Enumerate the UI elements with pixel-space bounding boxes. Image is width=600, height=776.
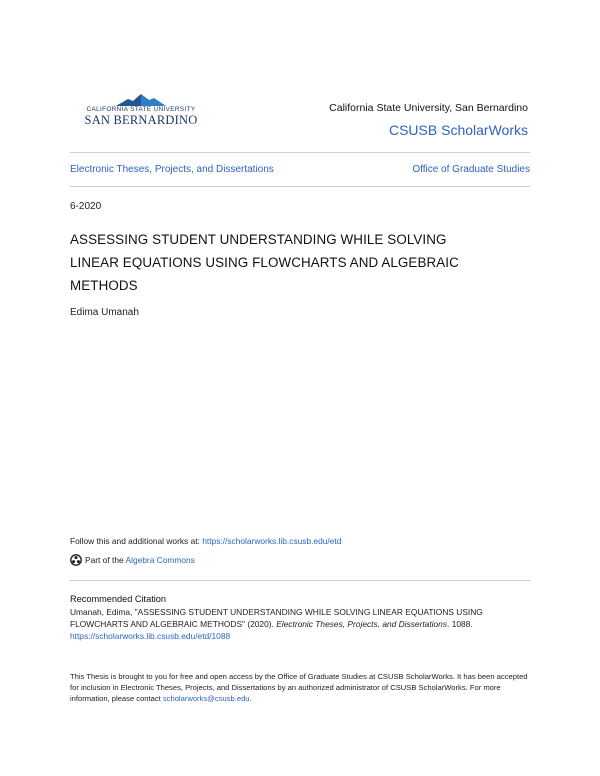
algebra-commons-link[interactable]: Algebra Commons [125,555,195,565]
part-of-prefix: Part of the [85,555,126,565]
citation-body: Umanah, Edima, "ASSESSING STUDENT UNDERSTANDING WHILE SOLVING LINEAR EQUATIONS USING FLOWCHARTS AND ALGEBRAIC METHODS" (2020). [70,607,483,629]
csusb-logo [80,93,202,129]
follow-url-link[interactable]: https://scholarworks.lib.csusb.edu/etd [202,536,342,546]
mountain-logo-icon [116,93,166,107]
follow-prefix: Follow this and additional works at: [70,536,203,546]
follow-line [70,536,341,546]
document-title: ASSESSING STUDENT UNDERSTANDING WHILE SOLVING LINEAR EQUATIONS USING FLOWCHARTS AND ALGEBRAIC METHODS [70,232,459,293]
logo-campus-line: SAN BERNARDINO [84,113,198,127]
collection-link[interactable]: Electronic Theses, Projects, and Dissertations [70,164,274,175]
citation-url-link[interactable]: https://scholarworks.lib.csusb.edu/etd/1088 [70,631,231,641]
citation-number: . 1088. [447,619,473,629]
divider [70,186,530,187]
notice-suffix: . [249,694,252,703]
author-name: Edima Umanah [70,307,139,318]
commons-network-icon [70,554,82,566]
publication-date: 6-2020 [70,201,102,212]
notice-text: This Thesis is brought to you for free and open access by the Office of Graduate Studies at CSUSB ScholarWorks. It has been accepted for inclusion in Electronic Theses, Projects, and Dissertations by an authorized administrator of CSUSB ScholarWorks. For more information, please contact [70,672,528,703]
part-of-line [70,554,195,566]
logo-university-line: CALIFORNIA STATE UNIVERSITY [86,106,196,113]
office-link[interactable]: Office of Graduate Studies [412,164,530,175]
institution-name: California State University, San Bernardino [329,102,528,114]
access-notice [70,671,532,704]
repository-link[interactable]: CSUSB ScholarWorks [388,122,528,138]
citation-text [70,606,532,642]
citation-journal: Electronic Theses, Projects, and Dissertations [276,619,448,629]
divider [70,152,530,153]
citation-heading: Recommended Citation [70,594,167,604]
contact-email-link[interactable]: scholarworks@csusb.edu [162,694,250,703]
divider [70,580,530,581]
